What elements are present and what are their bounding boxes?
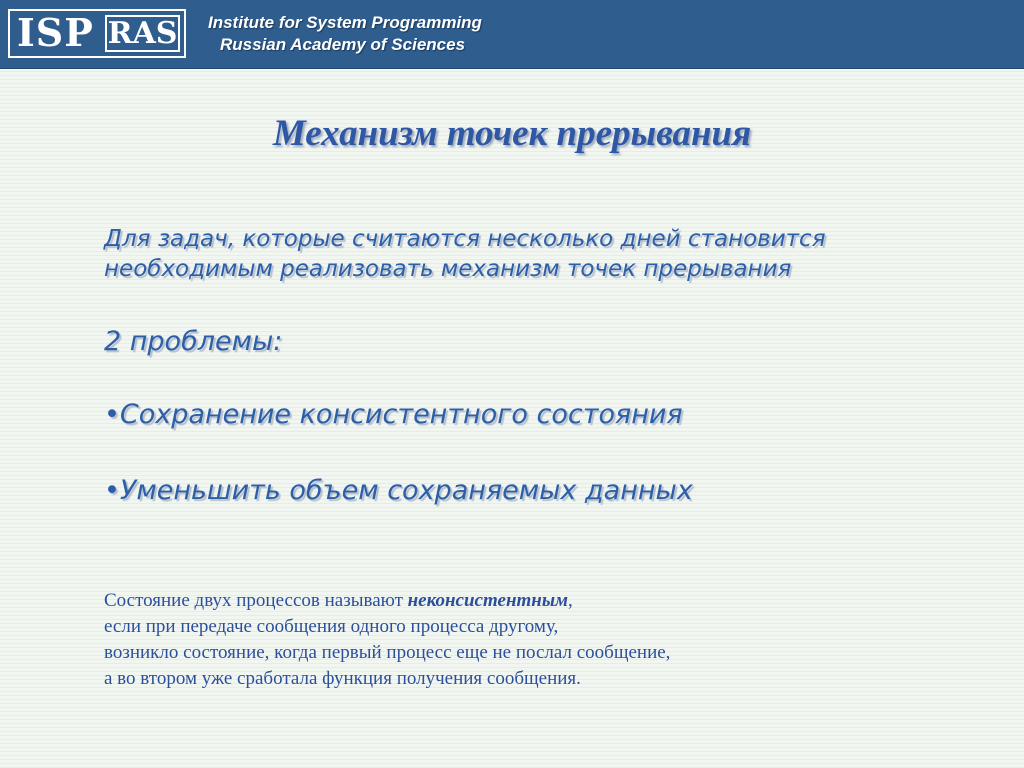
org-name-line-2: Russian Academy of Sciences xyxy=(220,35,466,54)
intro-line-2: необходимым реализовать механизм точек прерывания xyxy=(104,256,792,282)
intro-line-1: Для задач, которые считаются несколько дней становится xyxy=(104,226,826,252)
definition-note xyxy=(104,588,670,692)
bullet-item-reduce-data: •Уменьшить объем сохраняемых данных xyxy=(104,475,693,506)
note-line-1-start: Состояние двух процессов называют xyxy=(104,590,408,611)
organization-name xyxy=(208,12,482,56)
note-line-4: а во втором уже сработала функция получения сообщения. xyxy=(104,668,581,689)
logo-isp-text: ISP xyxy=(17,10,94,55)
logo-ras-text: RAS xyxy=(105,15,180,52)
org-name-line-1: Institute for System Programming xyxy=(208,13,482,32)
slide-title: Механизм точек прерывания xyxy=(272,113,752,154)
note-line-2: если при передаче сообщения одного процесса другому, xyxy=(104,616,559,637)
note-emphasis-term: неконсистентным xyxy=(407,590,569,611)
note-line-1 xyxy=(104,588,670,614)
note-line-3: возникло состояние, когда первый процесс еще не послал сообщение, xyxy=(104,642,671,663)
note-line-1-end: , xyxy=(568,590,573,611)
intro-text xyxy=(104,224,826,284)
bullet-item-consistent-state: •Сохранение консистентного состояния xyxy=(104,399,683,430)
problems-heading: 2 проблемы: xyxy=(104,326,283,357)
isp-ras-logo xyxy=(8,9,186,58)
header-bar xyxy=(0,0,1024,69)
